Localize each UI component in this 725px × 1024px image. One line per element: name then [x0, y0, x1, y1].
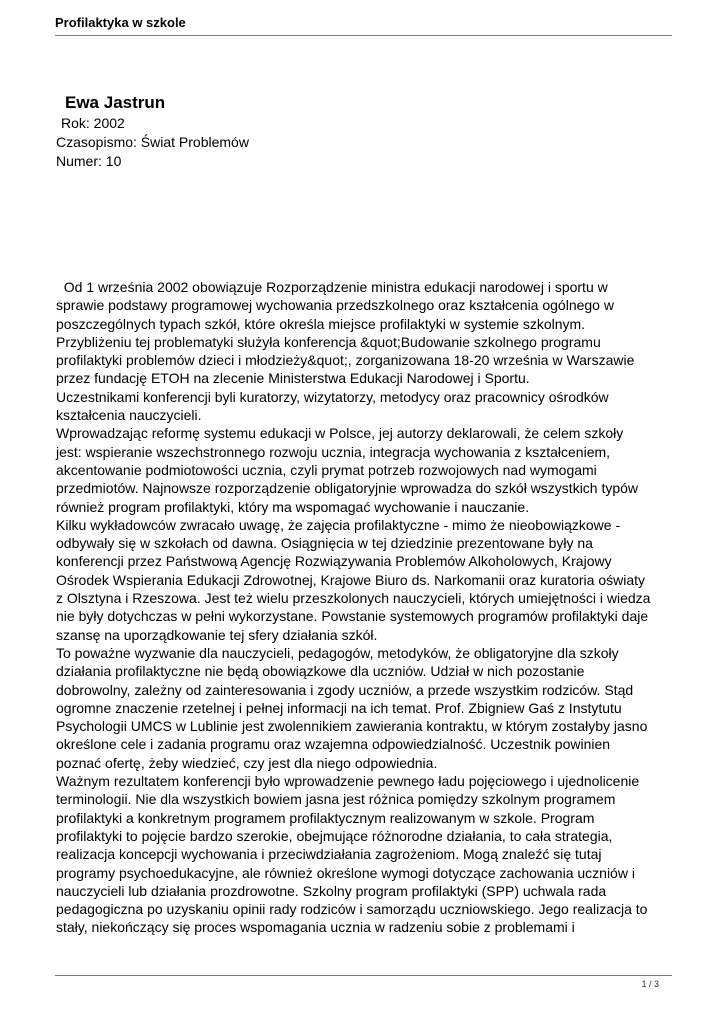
body-line: Ośrodek Wspierania Edukacji Zdrowotnej, Krajowe Biuro ds. Narkomanii oraz kuratoria oświaty: [56, 571, 646, 588]
body-line: Ważnym rezultatem konferencji było wprowadzenie pewnego ładu pojęciowego i ujednolicenie: [56, 773, 640, 790]
body-line: z Olsztyna i Rzeszowa. Jest też wielu przeszkolonych nauczycieli, których umiejętności i wiedza: [56, 590, 651, 607]
body-line: Psychologii UMCS w Lublinie jest zwolennikiem zawierania kontraktu, w którym zostałyby jasno: [56, 718, 648, 735]
body-line: pedagogiczna po uzyskaniu opinii rady rodziców i samorządu uczniowskiego. Jego realizacja to: [56, 901, 648, 918]
body-line: ogromne znaczenie rzetelnej i pełnej informacji na ich temat. Prof. Zbigniew Gaś z Instytutu: [56, 699, 622, 716]
meta-journal: Czasopismo: Świat Problemów: [56, 134, 249, 150]
body-line: akcentowanie podmiotowości ucznia, czyli prymat potrzeb rozwojowych nad wymogami: [56, 461, 597, 478]
page-number: 1 / 3: [641, 979, 659, 989]
body-line: przedmiotów. Najnowsze rozporządzenie obligatoryjnie wprowadza do szkół wszystkich typów: [56, 480, 639, 497]
body-line: konferencji przez Państwową Agencję Rozwiązywania Problemów Alkoholowych, Krajowy: [56, 553, 612, 570]
body-line: poszczególnych typach szkół, które określa miejsce profilaktyki w systemie szkolnym.: [56, 315, 586, 332]
body-line: Uczestnikami konferencji byli kuratorzy, wizytatorzy, metodycy oraz pracownicy ośrodków: [56, 388, 609, 405]
body-line: terminologii. Nie dla wszystkich bowiem jasna jest różnica pomiędzy szkolnym programem: [56, 791, 616, 808]
article-author: Ewa Jastrun: [65, 93, 166, 112]
body-line: Przybliżeniu tej problematyki służyła konferencja &quot;Budowanie szkolnego programu: [56, 333, 601, 350]
body-line: szansę na uporządkowanie tej sfery działania szkół.: [56, 626, 378, 643]
article-body: [56, 278, 666, 937]
body-line: również program profilaktyki, który ma wspomagać wychowanie i nauczanie.: [56, 498, 530, 515]
body-line: jest: wspieranie wszechstronnego rozwoju ucznia, integracja wychowania z kształceniem,: [56, 443, 611, 460]
body-line: Kilku wykładowców zwracało uwagę, że zajęcia profilaktyczne - mimo że nieobowiązkowe -: [56, 516, 621, 533]
body-line: sprawie podstawy programowej wychowania przedszkolnego oraz kształcenia ogólnego w: [56, 297, 614, 314]
body-line: Wprowadzając reformę systemu edukacji w Polsce, jej autorzy deklarowali, że celem szkoły: [56, 425, 624, 442]
footer-divider: [55, 975, 672, 976]
body-line: określone cele i zadania programu oraz wzajemna odpowiedzialność. Uczestnik powinien: [56, 736, 611, 753]
body-line: kształcenia nauczycieli.: [56, 407, 202, 424]
body-line: działania profilaktyczne nie będą obowiązkowe dla uczniów. Udział w nich pozostanie: [56, 663, 585, 680]
body-line: nie były dotychczas w pełni wykorzystane. Powstanie systemowych programów profilaktyki daje: [56, 608, 649, 625]
meta-issue: Numer: 10: [56, 153, 122, 169]
body-line: profilaktyki problemów dzieci i młodzieży&quot;, zorganizowana 18-20 września w Warszawie: [56, 352, 635, 369]
meta-year: Rok: 2002: [61, 115, 125, 131]
body-line: nauczycieli lub działania prozdrowotne. Szkolny program profilaktyki (SPP) uchwala rada: [56, 882, 607, 899]
article-meta: [56, 114, 249, 171]
body-line: odbywały się w szkołach od dawna. Osiągnięcia w tej dziedzinie prezentowane były na: [56, 535, 593, 552]
body-line: przez fundację ETOH na zlecenie Ministerstwa Edukacji Narodowej i Sportu.: [56, 370, 530, 387]
body-line: Od 1 września 2002 obowiązuje Rozporządzenie ministra edukacji narodowej i sportu w: [56, 279, 608, 295]
body-line: profilaktyki to pojęcie bardzo szerokie, obejmujące różnorodne działania, to cała strategia,: [56, 827, 613, 844]
body-line: profilaktyki a konkretnym programem profilaktycznym realizowanym w szkole. Program: [56, 809, 595, 826]
header-divider: [55, 35, 672, 36]
body-line: stały, niekończący się proces wspomagania ucznia w radzeniu sobie z problemami i: [56, 919, 575, 936]
page-header-title: Profilaktyka w szkole: [55, 15, 186, 30]
body-line: realizacja koncepcji wychowania i przeciwdziałania zagrożeniom. Mogą znaleźć się tutaj: [56, 846, 602, 863]
body-line: poznać ofertę, żeby wiedzieć, czy jest dla niego odpowiednia.: [56, 754, 438, 771]
body-line: To poważne wyzwanie dla nauczycieli, pedagogów, metodyków, że obligatoryjne dla szkoły: [56, 644, 619, 661]
body-line: dobrowolny, zależny od zainteresowania i zgody uczniów, a przede wszystkim rodziców. Stąd: [56, 681, 634, 698]
body-line: programy psychoedukacyjne, ale również określone wymogi dotyczące zachowania uczniów i: [56, 864, 635, 881]
